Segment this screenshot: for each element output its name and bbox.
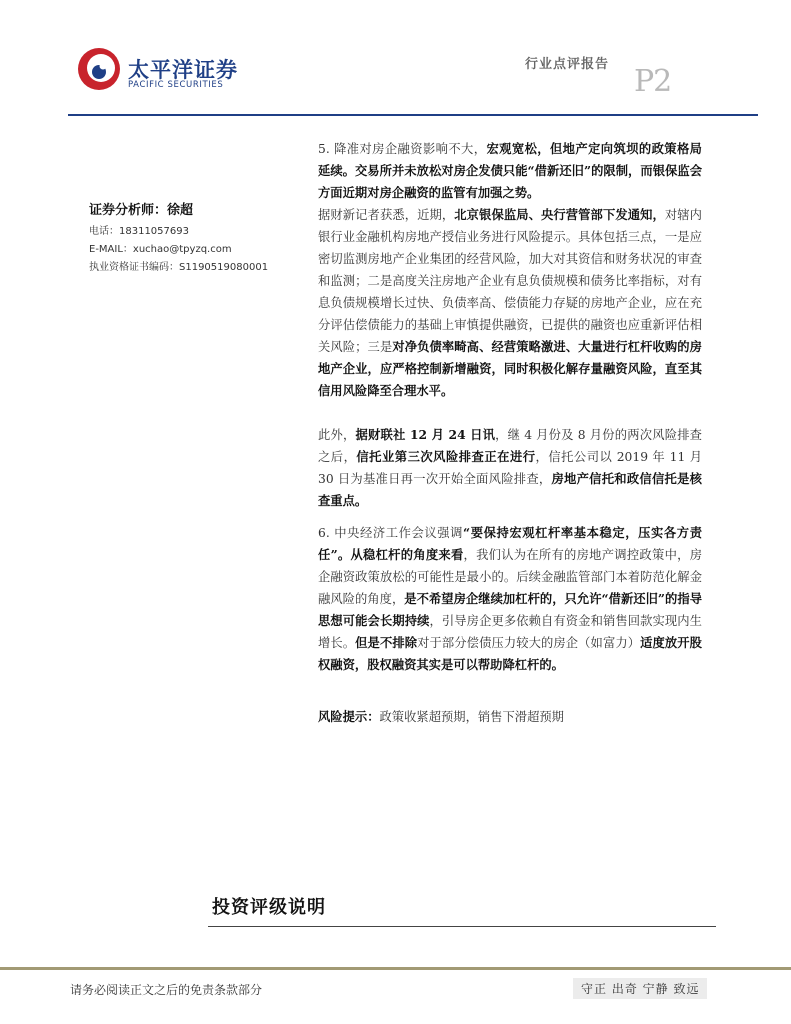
footer-divider (0, 967, 791, 970)
text-segment: 5. 降准对房企融资影响不大， (318, 142, 487, 156)
risk-text: 政策收紧超预期，销售下滑超预期 (379, 710, 564, 724)
report-type: 行业点评报告 (525, 57, 610, 72)
bold-text-segment: 北京银保监局、央行营管部下发通知， (454, 207, 665, 222)
text-segment: 据财新记者获悉，近期， (318, 208, 455, 222)
page-number: P2 (634, 64, 672, 99)
section-title: 投资评级说明 (212, 897, 326, 918)
bold-text-segment: “要保持宏观杠杆率基本稳定，压实各方责任”。从稳杠杆的角度来看 (318, 525, 702, 562)
text-segment: 6. 中央经济工作会议强调 (318, 526, 464, 540)
paragraph-item-6 (318, 522, 702, 676)
paragraph-regulator-notice (318, 204, 702, 402)
footer-disclaimer: 请务必阅读正文之后的免责条款部分 (70, 983, 263, 997)
bold-text-segment: 是不希望房企继续加杠杆的，只允许“借新还旧”的指导思想可能会长期持续 (318, 591, 702, 628)
paragraph-item-5 (318, 138, 702, 204)
bold-text-segment: 房地产信托和政信信托是核查重点。 (318, 471, 702, 508)
bold-text-segment: 宏观宽松，但地产定向筑坝的政策格局延续。交易所并未放松对房企发债只能“借新还旧”的限制，而银保监会方面近期对房企融资的监管有加强之势。 (318, 141, 702, 200)
risk-label: 风险提示： (318, 709, 380, 724)
brand-name-en: PACIFIC SECURITIES (128, 80, 224, 90)
paragraph-trust-check (318, 424, 702, 512)
analyst-license: 执业资格证书编码：S1190519080001 (89, 262, 269, 273)
footer-motto: 守正 出奇 宁静 致远 (573, 978, 707, 999)
header-divider (68, 114, 758, 116)
analyst-phone: 电话：18311057693 (89, 226, 189, 237)
company-logo-icon (76, 46, 122, 92)
risk-warning (318, 706, 702, 728)
bold-text-segment: 对净负债率畸高、经营策略激进、大量进行杠杆收购的房地产企业，应严格控制新增融资，同时积极化解存量融资风险，直至其信用风险降至合理水平。 (318, 339, 702, 398)
text-segment: ，我们认为在所有的房地产调控政策中，房企融资政策放松的可能性是最小的。后续金融监管部门本着防范化解金融风险的角度， (318, 548, 702, 606)
bold-text-segment: 适度放开股权融资，股权融资其实是可以帮助降杠杆的。 (318, 635, 702, 672)
analyst-name: 证券分析师：徐超 (89, 203, 194, 218)
text-segment: 对辖内银行业金融机构房地产授信业务进行风险提示。具体包括三点，一是应密切监测房地产企业集团的经营风险，加大对其资信和财务状况的审查和监测；二是高度关注房地产企业有息负债规模和债务比率指标，对有息负债规模增长过快、负债率高、偿债能力存疑的房地产企业，应在充分评估偿债能力的基础上审慎提供融资，已提供的融资也应重新评估相关风险；三是 (318, 208, 702, 354)
bold-text-segment: 据财联社 12 月 24 日讯 (355, 427, 496, 442)
text-segment: 此外， (318, 428, 356, 442)
text-segment: ，继 4 月份及 8 月份的两次风险排查之后， (318, 428, 702, 464)
brand-name-cn: 太平洋证券 (128, 58, 238, 82)
text-segment: ，引导房企更多依赖自有资金和销售回款实现内生增长。 (318, 614, 702, 650)
analyst-email: E-MAIL：xuchao@tpyzq.com (89, 244, 232, 255)
text-segment: 对于部分偿债压力较大的房企（如富力） (417, 636, 641, 650)
section-divider (208, 926, 716, 927)
bold-text-segment: 信托业第三次风险排查正在进行 (356, 449, 536, 464)
bold-text-segment: 但是不排除 (355, 635, 418, 650)
text-segment: ，信托公司以 2019 年 11 月 30 日为基准日再一次开始全面风险排查， (318, 450, 702, 486)
